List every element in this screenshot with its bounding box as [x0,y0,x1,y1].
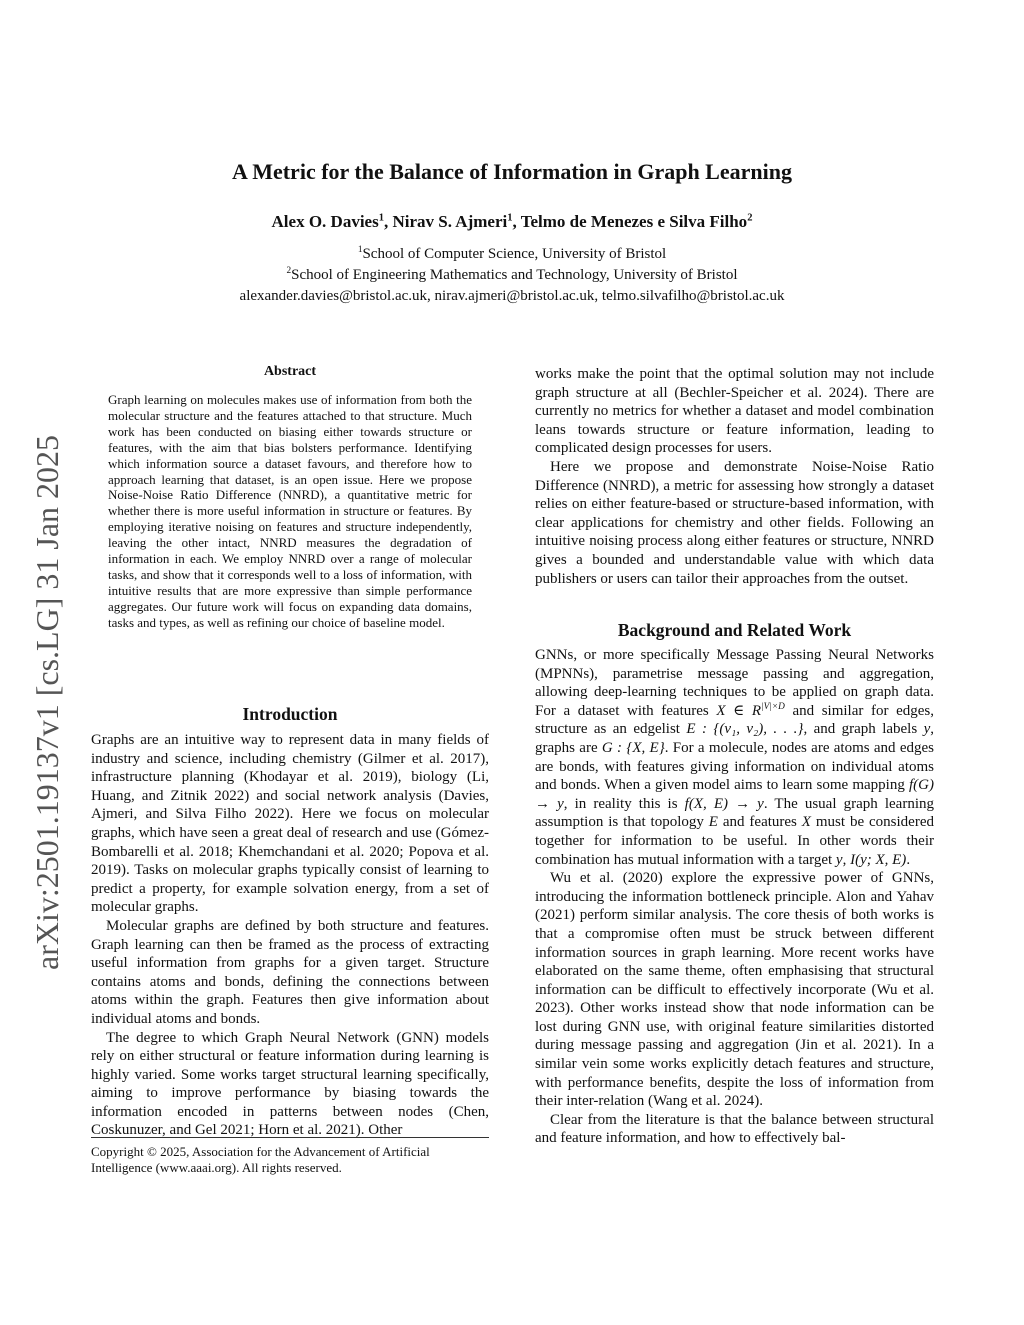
math-symbol: R [751,702,762,719]
text-run: and features [717,814,802,831]
affiliation-mark: 2 [286,266,292,276]
affiliation-line [0,244,1024,265]
affiliation-line [0,265,1024,286]
text-run: . For a molecule, nodes are atoms and edges are bonds, with features giving information on individual atoms and bonds. When a given model aims to learn some mapping [535,739,935,794]
author-emails: alexander.davies@bristol.ac.uk, nirav.ajmeri@bristol.ac.uk, telmo.silvafilho@bristol.ac.uk [239,288,785,304]
math-symbol: y [835,851,843,868]
arxiv-id-text: arXiv:2501.19137v1 [cs.LG] 31 Jan 2025 [29,434,65,970]
affiliation-mark: 1 [357,245,363,255]
math-exponent: |V|×D [761,701,785,712]
background-body [535,646,934,1148]
paragraph: Molecular graphs are defined by both structure and features. Graph learning can then be framed as the process of extracting useful information from graphs for a given target. Structure contains atoms and bonds, defining the connections between atoms within the graph. Features then give information about individual atoms and bonds. [91,917,489,1027]
paragraph: Clear from the literature is that the balance between structural and feature information, and how to effectively bal- [535,1111,934,1147]
author-affil-mark: 1 [378,212,384,224]
author-list [0,212,1024,232]
author-affil-mark: 1 [507,212,513,224]
author-name: Alex O. Davies [271,212,379,231]
author-affil-mark: 2 [747,212,753,224]
math-expression: : {(v₁, v₂), . . .} [695,721,804,738]
text-run: , in reality this is [563,795,685,812]
math-symbol: E [686,721,696,738]
math-expression: f(G) → y [535,777,934,812]
affiliation-text: School of Engineering Mathematics and Technology, University of Bristol [291,267,738,283]
math-symbol: X [716,702,726,719]
text-run: . [906,851,911,868]
paragraph: Here we propose and demonstrate Noise-Noise Ratio Difference (NNRD), a metric for assessing how strongly a dataset relies on either feature-based or structure-based information, with clear applications for chemistry and other fields. Following an intuitive noising process along either features or structure, NNRD gives a bounded and understandable value with which data publishers or users can tailor their approaches from the outset. [535,458,934,587]
text-run: , and graph labels [803,721,924,738]
math-symbol: E [708,814,718,831]
author-separator: , [383,212,393,231]
math-symbol: y [923,721,931,738]
paragraph: Wu et al. (2020) explore the expressive power of GNNs, introducing the information bottleneck principle. Alon and Yahav (2021) perform similar analysis. The core thesis of both works is that a compromise often must be struck between different information sources in graph learning. More recent works have elaborated on the same theme, often emphasising that structural information can be difficult to effectively incorporate (Wu et al. 2023). Other works instead show that node information can be lost during GNN use, with original feature similarities distorted during message passing and aggregation (Jin et al. 2021). In a similar vein some works explicitly detach features and structure, with performance benefits, despite the loss of information from their inter-relation (Wang et al. 2024). [535,870,934,1110]
math-symbol: X [801,814,811,831]
author-name: Telmo de Menezes e Silva Filho [520,212,748,231]
paragraph: The degree to which Graph Neural Network (GNN) models rely on either structural or feature information during learning is highly varied. Some works target structural learning specifically, aiming to improve performance by biasing towards the information encoded in patterns between nodes (Chen, Coskunuzer, and Gel 2021; Horn et al. 2021). Other [91,1029,489,1139]
arxiv-identifier-stamp [22,340,70,970]
text-run: GNNs, or more specifically Message Passing Neural Networks (MPNNs), parametrise message passing and aggregation, allowing deep-learning techniques to be applied on graph data. For a dataset with features [535,647,934,719]
paragraph: works make the point that the optimal solution may not include graph structure at all (Bechler-Speicher et al. 2024). There are currently no metrics for whether a dataset and model combination leans towards structure or feature information, leading to complicated design processes for users. [535,366,934,457]
affiliation-text: School of Computer Science, University of Bristol [362,246,667,262]
text-run: must be considered together for information to be useful. In other words their combination has mutual information with a target [535,814,934,868]
author-name: Nirav S. Ajmeri [392,212,508,231]
paragraph: Graphs are an intuitive way to represent data in many fields of industry and science, including chemistry (Gilmer et al. 2017), infrastructure planning (Khodayar et al. 2019), biology (Li, Huang, and Zitnik 2022) and social network analysis (Davies, Ajmeri, and Silva Filho 2022). Here we focus on molecular graphs, which have seen a great deal of research and use (Gómez-Bombarelli et al. 2018; Khemchandani et al. 2020; Popova et al. 2019). Tasks on molecular graphs typically consist of learning to predict a property, for example solvation energy, from a set of molecular graphs. [91,732,489,916]
math-symbol: ∈ [725,702,752,719]
math-expression: f(X, E) → y [684,795,764,812]
math-expression: I(y; X, E) [850,851,907,868]
author-separator: , [512,212,521,231]
right-column-continuation [535,365,934,588]
section-heading-introduction: Introduction [242,704,338,724]
text-run: , graphs are [535,721,934,756]
copyright-notice: Copyright © 2025, Association for the Advancement of Artificial Intelligence (www.aaai.org). All rights reserved. [91,1137,489,1176]
affiliations [0,244,1024,307]
text-run: . The usual graph learning assumption is that topology [535,795,934,831]
abstract-heading: Abstract [263,364,317,379]
section-heading-background: Background and Related Work [617,620,852,640]
abstract-text: Graph learning on molecules makes use of information from both the molecular structure and the features attached to that structure. Much work has been conducted on biasing either towards structure or features, with the aim that bias bolsters performance. Identifying which information source a dataset favours, and therefore how to approach learning that dataset, is an open issue. Here we propose Noise-Noise Ratio Difference (NNRD), a quantitative metric for whether there is more useful information in structure or features. By employing iterative noising on features and structure independently, leaving the other intact, NNRD measures the degradation of information in each. We employ NNRD over a range of molecular tasks, and show that it corresponds well to a loss of information, with intuitive results that are more expressive than simple performance aggregates. Our future work will focus on expanding data domains, tasks and types, as well as refining our choice of baseline model. [108,392,472,630]
math-expression: : {X, E} [612,739,665,756]
paper-title: A Metric for the Balance of Information in Graph Learning [232,159,792,184]
text-run: and similar for edges, structure as an edgelist [535,702,934,738]
math-symbol: G [601,739,613,756]
paragraph-with-math: GNNs, or more specifically Message Passing Neural Networks (MPNNs), parametrise message passing and aggregation, allowing deep-learning techniques to be applied on graph data. For a dataset with features X ∈ $R^{|V|\times D}$ and similar for edges, structure as an edgelist E : {(v₁, v₂), . . .}, and graph labels y, graphs are G : {X, E}. For a molecule, nodes are atoms and edges are bonds, with features giving information on individual atoms and bonds. When a given model aims to learn some mapping f(G) → y, in reality this is f(X, E) → y. The usual graph learning assumption is that topology E and features X must be considered together for information to be useful. In other words their combination has mutual information with a target y, I(y; X, E). [535,647,935,868]
introduction-body [91,731,489,1140]
